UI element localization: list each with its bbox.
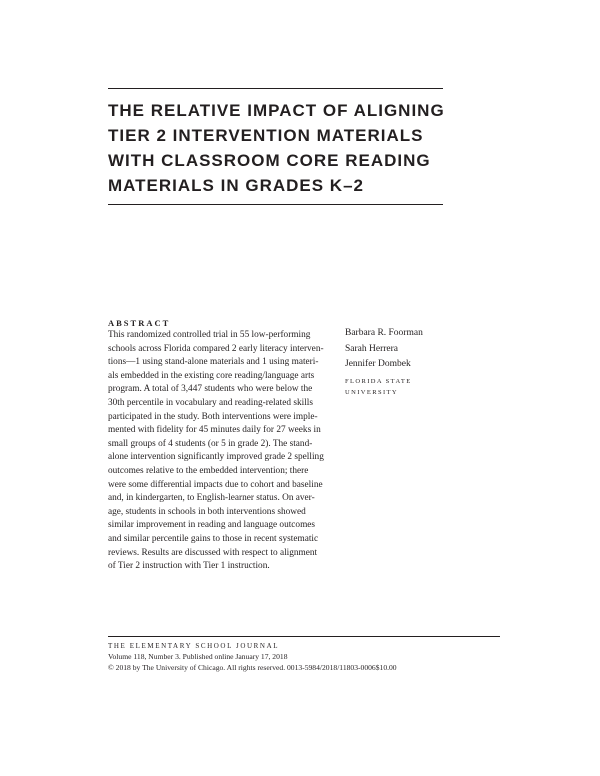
abstract-line: were some differential impacts due to cohort and baseline [108, 479, 323, 490]
volume-info: Volume 118, Number 3. Published online January 17, 2018 [108, 652, 288, 661]
abstract-line: mented with fidelity for 45 minutes daily for 27 weeks in [108, 425, 321, 436]
abstract-line: outcomes relative to the embedded intervention; there [108, 465, 309, 476]
abstract-line: reviews. Results are discussed with respect to alignment [108, 547, 318, 558]
affiliation [345, 376, 465, 398]
abstract-line: 30th percentile in vocabulary and reading-related skills [108, 397, 313, 408]
abstract-line: alone intervention significantly improved grade 2 spelling [108, 452, 324, 463]
affiliation-line: UNIVERSITY [345, 388, 398, 396]
title-line: TIER 2 INTERVENTION MATERIALS [108, 126, 424, 145]
abstract-line: This randomized controlled trial in 55 low-performing [108, 330, 311, 340]
affiliation-line: FLORIDA STATE [345, 377, 412, 385]
journal-footer [108, 641, 508, 673]
footer-rule [108, 636, 500, 637]
title-line: WITH CLASSROOM CORE READING [108, 151, 431, 170]
author-name: Barbara R. Foorman [345, 328, 423, 338]
copyright-info: © 2018 by The University of Chicago. All rights reserved. 0013-5984/2018/11803-0006$10.00 [108, 662, 397, 672]
abstract-line: of Tier 2 instruction with Tier 1 instruction. [108, 561, 270, 572]
title-line: THE RELATIVE IMPACT OF ALIGNING [108, 101, 445, 120]
top-rule [108, 88, 443, 89]
abstract-line: small groups of 4 students (or 5 in grade 2). The stand- [108, 438, 313, 449]
title-bottom-rule [108, 204, 443, 205]
abstract-line: participated in the study. Both interventions were imple- [108, 411, 318, 422]
author-name: Jennifer Dombek [345, 359, 411, 369]
author-block [345, 326, 465, 398]
abstract-line: and, in kindergarten, to English-learner status. On aver- [108, 493, 315, 504]
abstract-body [108, 329, 334, 574]
abstract-line: and similar percentile gains to those in recent systematic [108, 533, 319, 544]
article-title [108, 98, 448, 198]
abstract-line: tions—1 using stand-alone materials and 1 using materi- [108, 357, 319, 368]
abstract-line: age, students in schools in both interventions showed [108, 506, 306, 517]
abstract-line: similar improvement in reading and language outcomes [108, 520, 316, 531]
abstract-line: als embedded in the existing core reading/language arts [108, 370, 315, 381]
journal-name: THE ELEMENTARY SCHOOL JOURNAL [108, 642, 280, 650]
title-line: MATERIALS IN GRADES K–2 [108, 176, 364, 195]
abstract-line: schools across Florida compared 2 early literacy interven- [108, 343, 324, 354]
abstract-heading: ABSTRACT [108, 318, 171, 328]
abstract-line: program. A total of 3,447 students who were below the [108, 384, 313, 395]
author-name: Sarah Herrera [345, 343, 399, 354]
